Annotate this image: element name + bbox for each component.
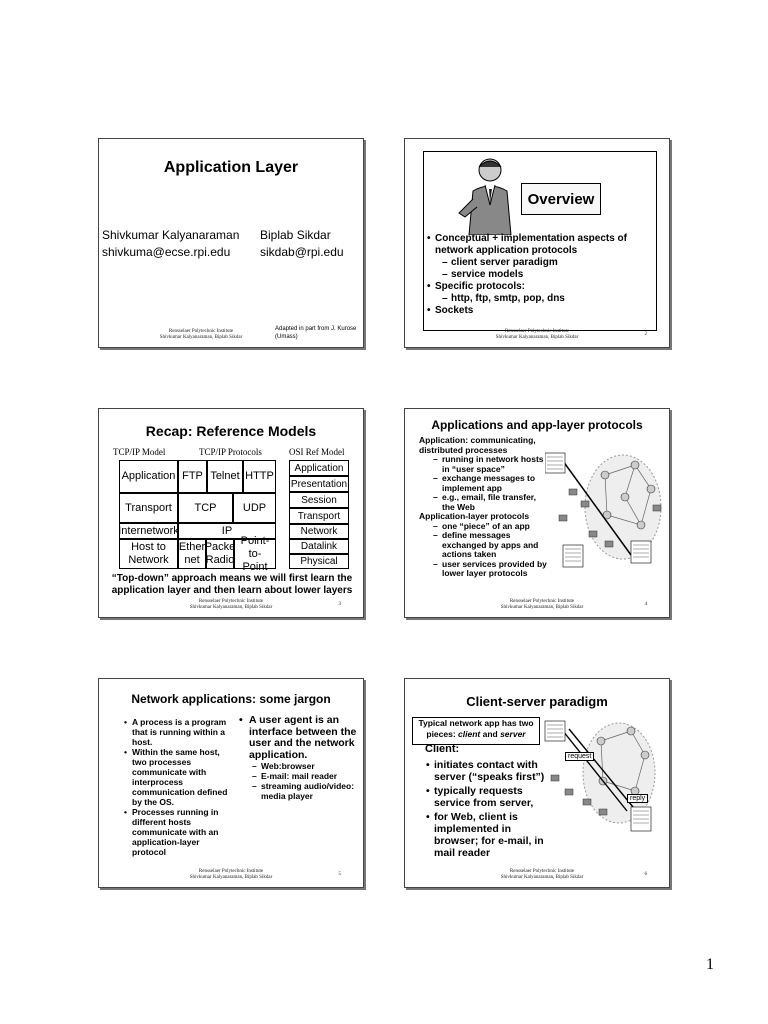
tcpip-layer-internetwork: Internetwork — [119, 523, 178, 539]
adapted-note: Adapted in part from J. Kurose (Umass) — [275, 326, 357, 340]
protocol-ftp: FTP — [178, 460, 207, 493]
text-subline: – one “piece” of an app — [433, 520, 530, 531]
author-1-email: shivkuma@ecse.rpi.edu — [102, 245, 231, 259]
slide-title: Network applications: some jargon — [131, 692, 331, 706]
footer-line-2: Shivkumar Kalyanaraman, Biplab Sikdar — [189, 875, 273, 880]
tcpip-layer-transport: Transport — [119, 493, 178, 523]
bullet-subitem: – streaming audio/video: media player — [252, 781, 355, 801]
bullet-subitem: – client server paradigm — [442, 257, 558, 268]
bullet-item: • Within the same host, two processes communicate with interprocess communication defined by the OS. — [124, 747, 228, 807]
footer-line-1: Rensselaer Polytechnic Institute — [198, 599, 264, 604]
slide-client-server — [404, 678, 670, 888]
user-agent-definition: • A user agent is an interface between the user and the network application. — [239, 714, 357, 761]
footer-line-1: Rensselaer Polytechnic Institute — [509, 599, 575, 604]
slide-overview — [404, 138, 670, 348]
col-header-tcpip-protocols: TCP/IP Protocols — [199, 447, 262, 457]
footer-line-2: Shivkumar Kalyanaraman, Biplab Sikdar — [500, 605, 584, 610]
footer-line-2: Shivkumar Kalyanaraman, Biplab Sikdar — [495, 335, 579, 340]
slide-app-layer-protocols — [404, 408, 670, 618]
slide-footer — [435, 599, 649, 611]
bullet-item: • typically requests service from server, — [426, 785, 534, 809]
osi-layer-network: Network — [289, 524, 349, 539]
osi-layer-session: Session — [289, 492, 349, 508]
text-subline: – define messages exchanged by apps and actions taken — [433, 530, 539, 559]
footer-line-2: Shivkumar Kalyanaraman, Biplab Sikdar — [159, 335, 243, 340]
app-pieces-line2: pieces: client and server — [426, 729, 526, 739]
slide-reference-models — [98, 408, 364, 618]
bullet-item: • A process is a program that is running within a host. — [124, 717, 227, 747]
footer-line-1: Rensselaer Polytechnic Institute — [509, 869, 575, 874]
top-down-note: “Top-down” approach means we will first learn the application layer and then learn about lower layers — [111, 573, 353, 596]
slide-footer — [99, 599, 363, 611]
bullet-subitem: – service models — [442, 269, 524, 280]
slide-footer — [435, 869, 649, 881]
author-1-name: Shivkumar Kalyanaraman — [102, 228, 240, 242]
reply-label: reply — [627, 794, 648, 803]
protocol-ethernet: Ether net — [178, 539, 206, 569]
text-subline: – user services provided by lower layer protocols — [433, 558, 547, 578]
banner-text: Overview — [527, 190, 595, 208]
footer-line-1: Rensselaer Polytechnic Institute — [504, 329, 570, 334]
client-bullets — [426, 759, 552, 859]
osi-layer-transport: Transport — [289, 508, 349, 524]
bullet-item: • initiates contact with server (“speaks first”) — [426, 759, 545, 783]
slide-page-number: 5 — [338, 872, 341, 877]
protocol-point-to-point: Point-to-Point — [234, 539, 276, 569]
slide-page-number: 2 — [644, 332, 647, 337]
slide-footer — [99, 869, 363, 881]
text-subline: – e.g., email, file transfer, the Web — [433, 492, 537, 512]
slide-page-number: 3 — [338, 602, 341, 607]
text-subline: – exchange messages to implement app — [433, 473, 536, 493]
protocol-telnet: Telnet — [207, 460, 243, 493]
slide-title: Client-server paradigm — [466, 694, 608, 709]
slide-application-layer — [98, 138, 364, 348]
presenter-figure-icon — [455, 155, 525, 235]
bullet-item: • Sockets — [427, 305, 474, 316]
bullet-subitem: – http, ftp, smtp, pop, dns — [442, 293, 565, 304]
slide-page-number: 4 — [644, 602, 647, 607]
slide-page-number: 6 — [644, 872, 647, 877]
slide-title: Recap: Reference Models — [145, 423, 317, 439]
protocol-ip: IP — [178, 523, 276, 539]
jargon-right-bullets — [239, 714, 357, 801]
bullet-item: • Processes running in different hosts communicate with an application-layer protocol — [124, 807, 219, 857]
author-2-name: Biplab Sikdar — [260, 228, 331, 242]
bullet-subitem: – Web:browser — [252, 761, 315, 771]
protocol-packet-radio: Packe Radio — [206, 539, 234, 569]
slide-title: Applications and app-layer protocols — [431, 418, 643, 432]
osi-layer-application: Application — [289, 460, 349, 476]
app-protocol-text — [417, 436, 547, 579]
tcpip-layer-host-to-network: Host to Network — [119, 539, 178, 569]
request-label: request — [565, 752, 594, 761]
protocol-tcp: TCP — [178, 493, 233, 523]
overview-bullets — [427, 233, 663, 317]
handout-page-number: 1 — [706, 956, 714, 973]
network-diagram-icon — [545, 445, 663, 575]
bullet-subitem: – E-mail: mail reader — [252, 771, 338, 781]
bullet-item: • for Web, client is implemented in browser; for e-mail, in mail reader — [426, 811, 544, 859]
slide-title: Application Layer — [163, 159, 299, 176]
bullet-item: • Specific protocols: — [427, 281, 526, 292]
client-server-diagram-icon — [543, 713, 657, 837]
footer-line-1: Rensselaer Polytechnic Institute — [168, 329, 234, 334]
text-line: Application: communicating, distributed processes — [419, 435, 536, 455]
overview-banner — [521, 183, 601, 215]
protocol-udp: UDP — [233, 493, 276, 523]
tcpip-layer-application: Application — [119, 460, 178, 493]
footer-line-2: Shivkumar Kalyanaraman, Biplab Sikdar — [500, 875, 584, 880]
osi-layer-presentation: Presentation — [289, 476, 349, 492]
slide-jargon — [98, 678, 364, 888]
osi-layer-physical: Physical — [289, 554, 349, 569]
col-header-tcpip-model: TCP/IP Model — [113, 447, 166, 457]
slide-footer — [405, 329, 669, 341]
app-pieces-box — [412, 717, 540, 745]
col-header-osi: OSI Ref Model — [289, 447, 345, 457]
client-label: Client: — [425, 743, 460, 755]
bullet-item: • Conceptual + implementation aspects of network application protocols — [427, 233, 627, 256]
app-pieces-line1: Typical network app has two — [418, 718, 534, 728]
footer-line-1: Rensselaer Polytechnic Institute — [198, 869, 264, 874]
protocol-http: HTTP — [243, 460, 276, 493]
text-subline: – running in network hosts in “user space” — [433, 454, 544, 474]
osi-layer-datalink: Datalink — [289, 539, 349, 554]
footer-line-2: Shivkumar Kalyanaraman, Biplab Sikdar — [189, 605, 273, 610]
text-line: Application-layer protocols — [419, 511, 530, 521]
author-2-email: sikdab@rpi.edu — [260, 245, 344, 259]
jargon-left-bullets — [124, 717, 234, 857]
